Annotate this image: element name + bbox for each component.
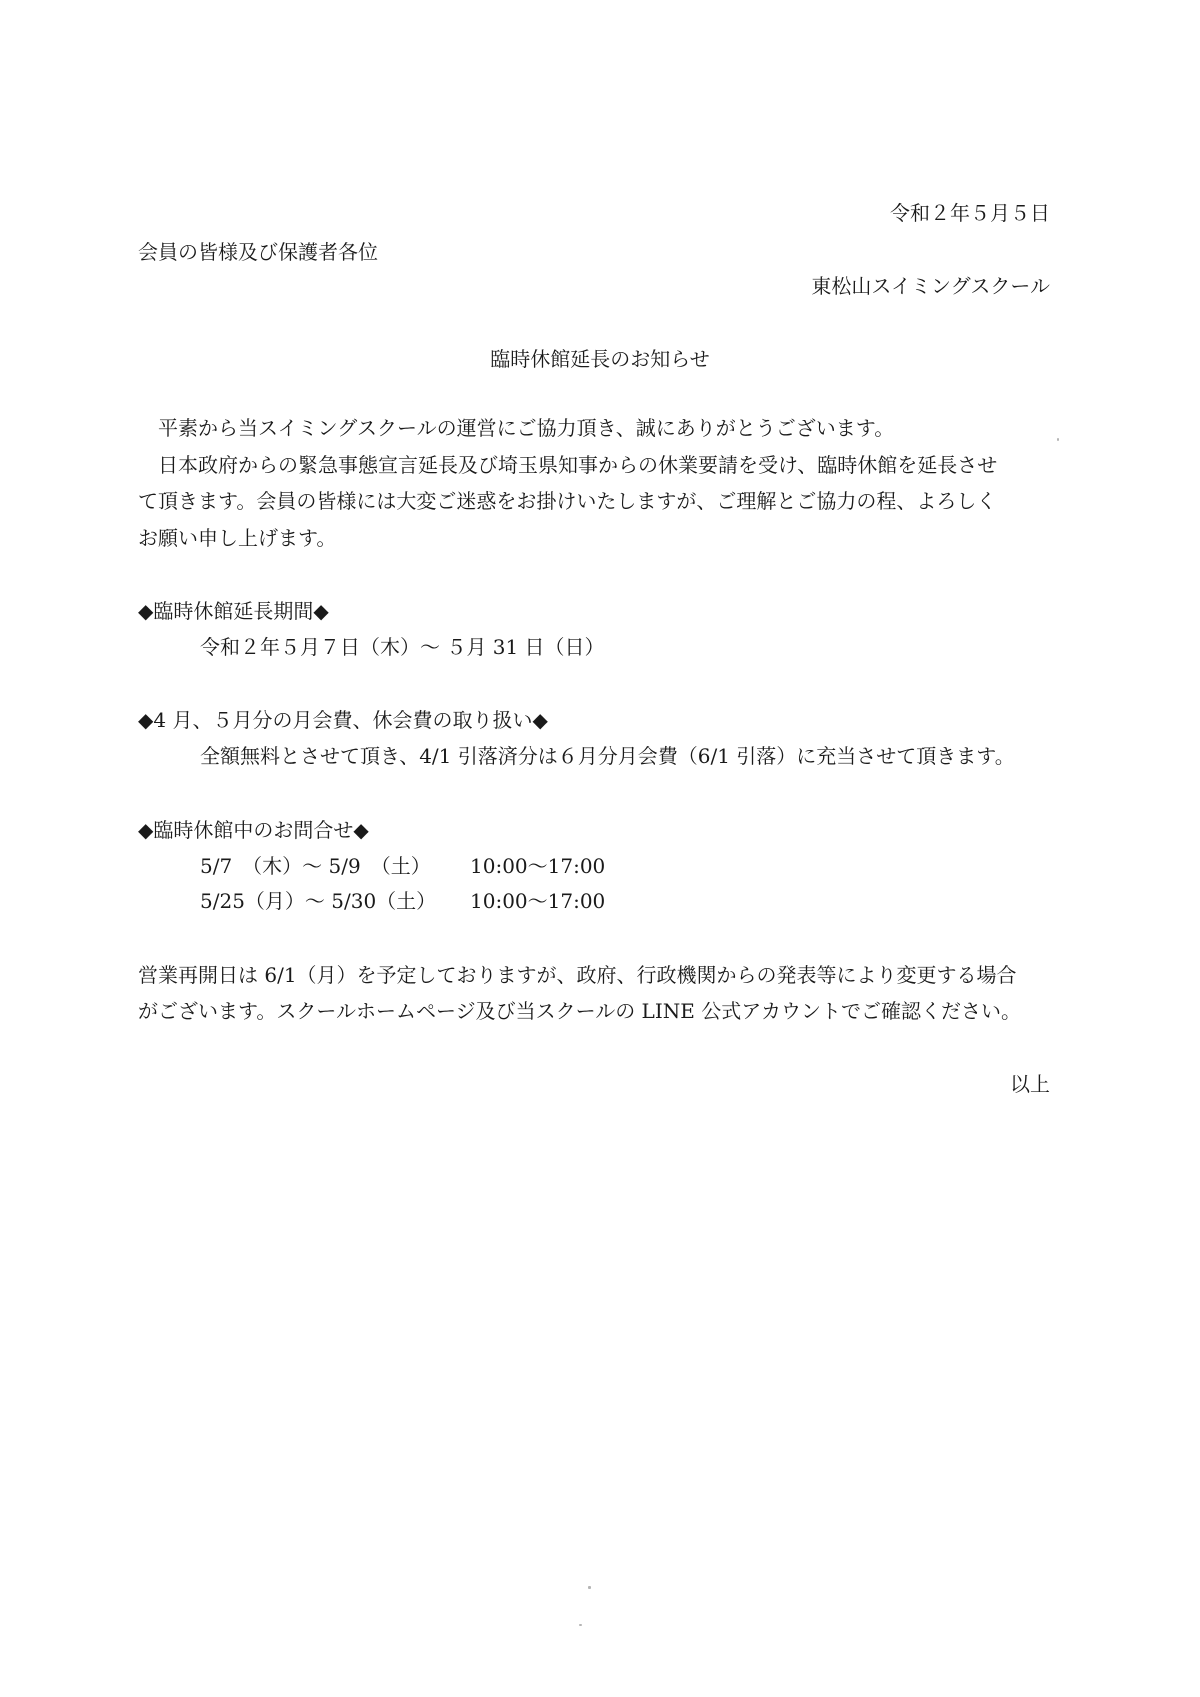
sign-off: 以上 [1010,1072,1050,1096]
schedule-dates: 5/25（月）～ 5/30（土） [200,889,437,913]
document-title: 臨時休館延長のお知らせ [490,347,710,371]
closing-note-line: 営業再開日は 6/1（月）を予定しておりますが、政府、行政機関からの発表等により変更する場合 [138,963,1017,987]
document-date: 令和２年５月５日 [890,201,1050,225]
body-line: て頂きます。会員の皆様には大変ご迷惑をお掛けいたしますが、ご理解とご協力の程、よろしく [138,489,997,513]
addressee: 会員の皆様及び保護者各位 [138,240,378,264]
scan-speck [588,1586,591,1589]
body-line: 平素から当スイミングスクールの運営にご協力頂き、誠にありがとうございます。 [138,416,895,440]
closing-note-line: がございます。スクールホームページ及び当スクールの LINE 公式アカウントでご確認ください。 [138,999,1021,1023]
scan-speck [579,1624,582,1626]
body-line: 日本政府からの緊急事態宣言延長及び埼玉県知事からの休業要請を受け、臨時休館を延長させ [138,453,998,477]
body-line: お願い申し上げます。 [138,526,337,550]
section-heading-closure-period: ◆臨時休館延長期間◆ [138,599,329,623]
sender-name: 東松山スイミングスクール [811,274,1050,298]
fees-text: 全額無料とさせて頂き、4/1 引落済分は６月分月会費（6/1 引落）に充当させて頂きます。 [200,744,1015,768]
inquiry-schedule-row [200,891,605,911]
schedule-hours: 10:00～17:00 [470,854,606,878]
section-heading-fees: ◆4 月、５月分の月会費、休会費の取り扱い◆ [138,708,548,732]
inquiry-schedule-row [200,856,605,876]
section-heading-inquiries: ◆臨時休館中のお問合せ◆ [138,818,369,842]
scan-speck [1057,438,1059,441]
schedule-dates: 5/7 （木）～ 5/9 （土） [200,854,431,878]
schedule-hours: 10:00～17:00 [470,889,606,913]
closure-period-text: 令和２年５月７日（木）～ ５月 31 日（日） [200,635,605,659]
